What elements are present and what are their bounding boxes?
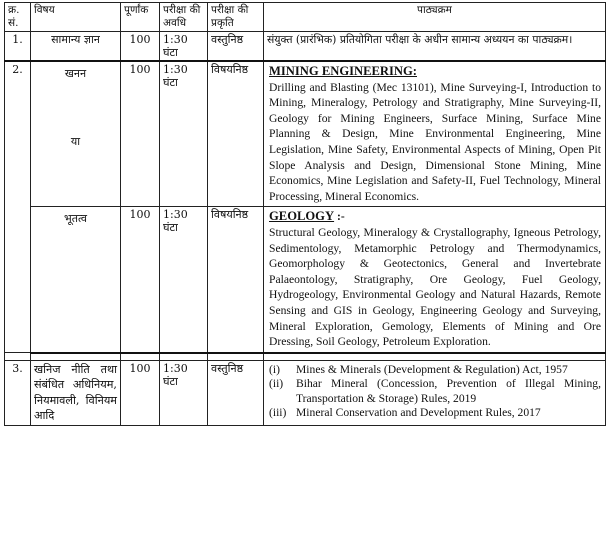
item-text: Mineral Conservation and Development Rules, 2017	[296, 406, 541, 420]
row1-nature: वस्तुनिष्ठ	[208, 32, 264, 62]
item-number: (iii)	[269, 406, 287, 420]
table-row	[5, 207, 606, 353]
row1-marks: 100	[121, 32, 160, 62]
table-row	[5, 360, 606, 425]
mining-engineering-heading: MINING ENGINEERING:	[269, 64, 417, 78]
header-duration: परीक्षा की अवधि	[160, 3, 208, 32]
list-item	[269, 406, 601, 421]
row2-subject: खनन	[64, 67, 87, 80]
header-nature: परीक्षा की प्रकृति	[208, 3, 264, 32]
table-row	[5, 32, 606, 62]
header-syllabus: पाठ्यक्रम	[264, 3, 606, 32]
row1-subject: सामान्य ज्ञान	[31, 32, 121, 62]
row2-syllabus-cell	[264, 61, 606, 207]
row2-duration: 1:30 घंटा	[160, 61, 208, 207]
row1-duration: 1:30 घंटा	[160, 32, 208, 62]
list-item	[269, 377, 601, 406]
row2b-duration: 1:30 घंटा	[160, 207, 208, 353]
row2-subject-cell	[31, 61, 121, 207]
item-number: (ii)	[269, 377, 284, 391]
row2b-marks: 100	[121, 207, 160, 353]
item-text: Bihar Mineral (Concession, Prevention of Illegal Mining, Transportation & Storage) Rules, 2019	[296, 377, 601, 405]
geology-heading-suffix: :-	[334, 210, 345, 224]
row2b-subject-cell	[31, 207, 121, 353]
row3-syllabus-cell	[264, 360, 606, 425]
row3-marks: 100	[121, 360, 160, 425]
row2b-nature: विषयनिष्ठ	[208, 207, 264, 353]
row3-serial: 3.	[5, 360, 31, 425]
row2-or-label: या	[70, 135, 81, 148]
geology-syllabus: Structural Geology, Mineralogy & Crystallography, Igneous Petrology, Sedimentology, Metamorphic Petrology and Thermodynamics, Geomorphology & Geotectonics, General and Invertebrate Palaeontology, Stratigraphy, Ore Geology, Fuel Geology, Hydrogeology, Environmental Geology and Natural Hazards, Remote Sensing and GIS in Geology, Engineering Geology and Surveying, Mineral Exploration, Gemology, Elements of Mining and Ore Dressing, Soil Geology, Petroleum Exploration.	[269, 225, 601, 349]
header-row	[5, 3, 606, 32]
row3-subject: खनिज नीति तथा संबंधित अधिनियम, नियमावली, विनियम आदि	[31, 360, 121, 425]
row2-marks: 100	[121, 61, 160, 207]
row2b-syllabus-cell	[264, 207, 606, 353]
syllabus-table	[4, 2, 606, 426]
row2-serial: 2.	[5, 61, 31, 353]
row1-serial: 1.	[5, 32, 31, 62]
row3-nature: वस्तुनिष्ठ	[208, 360, 264, 425]
row3-duration: 1:30 घंटा	[160, 360, 208, 425]
mining-engineering-syllabus: Drilling and Blasting (Mec 13101), Mine Surveying-I, Introduction to Mining, Mineralogy, Petrology and Stratigraphy, Mine Surveying-II, Geology for Mining Engineers, Surface Mining, Surface Mine Planning & Design, Mine Environmental Engineering, Mine Legislation, Mine Safety, Environmental Aspects of Mining, Open Pit Slope Analysis and Design, Dimensional Stone Mining, Mine Economics, Mine Legislation and Safety-II, Fuel Technology, Mineral Processing, Mineral Economics.	[269, 80, 601, 203]
geology-heading: GEOLOGY	[269, 209, 335, 224]
header-subject: विषय	[31, 3, 121, 32]
item-number: (i)	[269, 362, 280, 376]
header-full-marks: पूर्णांक	[121, 3, 160, 32]
row1-syllabus: संयुक्त (प्रारंभिक) प्रतियोगिता परीक्षा के अधीन सामान्य अध्ययन का पाठ्यक्रम।	[264, 32, 606, 62]
list-item	[269, 363, 601, 378]
table-row	[5, 61, 606, 207]
row2-nature: विषयनिष्ठ	[208, 61, 264, 207]
header-serial: क्र. सं.	[5, 3, 31, 32]
row2b-subject: भूतत्व	[63, 212, 88, 226]
item-text: Mines & Minerals (Development & Regulation) Act, 1957	[296, 362, 568, 376]
spacer-row	[5, 353, 606, 361]
